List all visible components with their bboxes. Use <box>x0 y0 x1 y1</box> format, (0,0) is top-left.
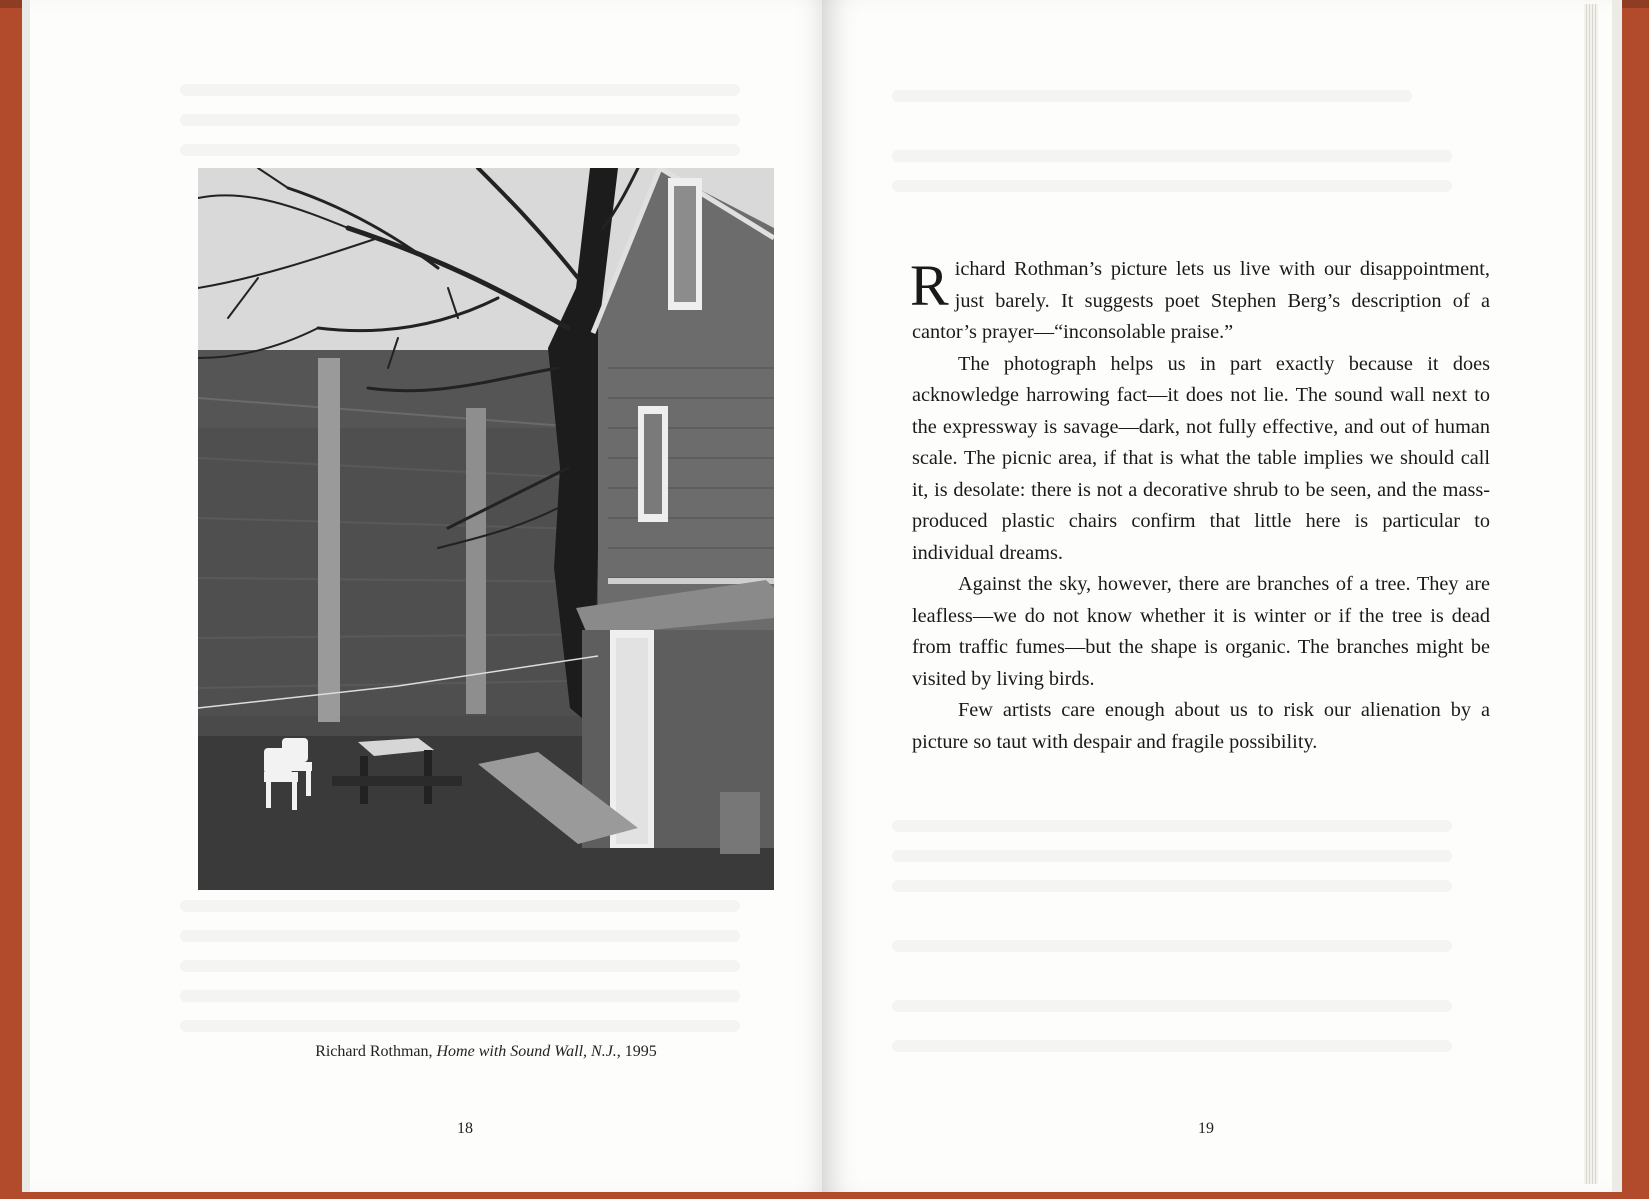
show-through-line <box>892 90 1412 102</box>
show-through-line <box>892 820 1452 832</box>
show-through-line <box>892 880 1452 892</box>
show-through-line <box>892 1000 1452 1012</box>
photo-caption <box>198 1043 774 1061</box>
paragraph-1 <box>912 254 1490 349</box>
show-through-line <box>180 114 740 126</box>
paragraph-4: Few artists care enough about us to risk our alienation by a picture so taut with despair and fragile possibility. <box>912 699 1490 753</box>
page-edges <box>1584 4 1598 1184</box>
show-through-line <box>892 180 1452 192</box>
paragraph-text: ichard Rothman’s picture lets us live with our disappointment, just barely. It suggests poet Stephen Berg’s description of a cantor’s prayer—“inconsolable praise.” <box>912 258 1490 343</box>
show-through-line <box>892 150 1452 162</box>
page-number-right: 19 <box>1198 1120 1214 1137</box>
paragraph-2: The photograph helps us in part exactly because it does acknowledge harrowing fact—it does not lie. The sound wall next to the expressway is savage—dark, not fully effective, and out of human scale. The picnic area, if that is what the table implies we should call it, is desolate: there is not a decorative shrub to be seen, and the mass-produced plastic chairs confirm that little here is particular to individual dreams. <box>912 352 1490 564</box>
show-through-line <box>180 930 740 942</box>
show-through-line <box>892 1040 1452 1052</box>
show-through-line <box>180 1020 740 1032</box>
drop-cap: R <box>910 253 949 318</box>
show-through-line <box>180 900 740 912</box>
show-through-line <box>180 990 740 1002</box>
page-number-left: 18 <box>457 1120 473 1137</box>
left-page <box>22 0 830 1192</box>
show-through-line <box>180 960 740 972</box>
caption-year: , 1995 <box>616 1043 657 1060</box>
show-through-line <box>180 144 740 156</box>
show-through-line <box>892 850 1452 862</box>
caption-artist: Richard Rothman, <box>315 1043 437 1060</box>
photograph <box>198 168 774 890</box>
show-through-line <box>180 84 740 96</box>
photograph-image <box>198 168 774 890</box>
essay-text <box>912 254 1490 758</box>
paragraph-3: Against the sky, however, there are branches of a tree. They are leafless—we do not know whether it is winter or if the tree is dead from traffic fumes—but the shape is organic. The branches might be visited by living birds. <box>912 573 1490 690</box>
show-through-line <box>892 940 1452 952</box>
caption-title: Home with Sound Wall, N.J. <box>436 1043 617 1060</box>
